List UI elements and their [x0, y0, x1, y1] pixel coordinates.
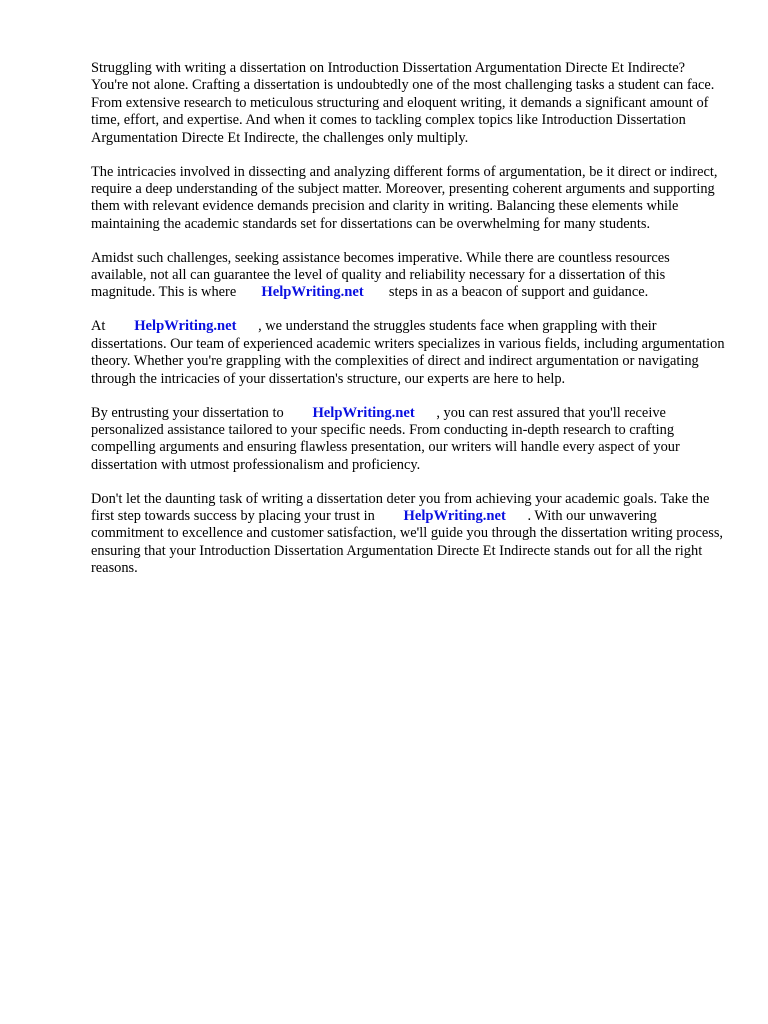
- paragraph-text-before-link: At: [91, 318, 106, 335]
- paragraph-text-after-link: . With our unwavering commitment to excellence and customer satisfaction, we'll guide you through the dissertation writing process, ensuring that your Introduction Dissertation Argumentation Directe Et Indirecte stands out for all the right reasons.: [91, 508, 724, 577]
- paragraph-closing: [91, 491, 725, 578]
- paragraph-assistance: [91, 250, 725, 302]
- paragraph-intricacies: [91, 164, 725, 234]
- paragraph-text: The intricacies involved in dissecting and analyzing different forms of argumentation, be it direct or indirect, require a deep understanding of the subject matter. Moreover, presenting coherent arguments and supporting them with relevant evidence demands precision and clarity in writing. Balancing these elements while maintaining the academic standards set for dissertations can be overwhelming for many students.: [91, 163, 718, 232]
- paragraph-text-after-link: , we understand the struggles students face when grappling with their dissertations. Our team of experienced academic writers specializes in various fields, including argumentation theory. Whether you're grappling with the complexities of direct and indirect argumentation or navigating through the intricacies of your dissertation's structure, our experts are here to help.: [91, 318, 725, 387]
- helpwriting-link[interactable]: HelpWriting.net: [134, 318, 237, 335]
- helpwriting-link[interactable]: HelpWriting.net: [261, 284, 364, 301]
- paragraph-text-before-link: By entrusting your dissertation to: [91, 404, 284, 421]
- paragraph-intro: [91, 60, 725, 147]
- paragraph-team: [91, 318, 725, 388]
- document-body: [91, 60, 725, 594]
- paragraph-text-after-link: steps in as a beacon of support and guidance.: [388, 284, 649, 301]
- paragraph-text-after-link: , you can rest assured that you'll receive personalized assistance tailored to your specific needs. From conducting in-depth research to crafting compelling arguments and ensuring flawless presentation, our writers will handle every aspect of your dissertation with utmost professionalism and proficiency.: [91, 404, 680, 473]
- helpwriting-link[interactable]: HelpWriting.net: [403, 508, 506, 525]
- helpwriting-link[interactable]: HelpWriting.net: [312, 404, 415, 421]
- paragraph-text-before-link: Amidst such challenges, seeking assistance becomes imperative. While there are countless resources available, not all can guarantee the level of quality and reliability necessary for a dissertation of this magnitude. This is where: [91, 249, 670, 301]
- paragraph-text-before-link: Don't let the daunting task of writing a dissertation deter you from achieving your academic goals. Take the first step towards success by placing your trust in: [91, 490, 710, 525]
- paragraph-entrusting: [91, 405, 725, 475]
- paragraph-text: Struggling with writing a dissertation on Introduction Dissertation Argumentation Directe Et Indirecte? You're not alone. Crafting a dissertation is undoubtedly one of the most challenging tasks a student can face. From extensive research to meticulous structuring and eloquent writing, it demands a significant amount of time, effort, and expertise. And when it comes to tackling complex topics like Introduction Dissertation Argumentation Directe Et Indirecte, the challenges only multiply.: [91, 60, 715, 146]
